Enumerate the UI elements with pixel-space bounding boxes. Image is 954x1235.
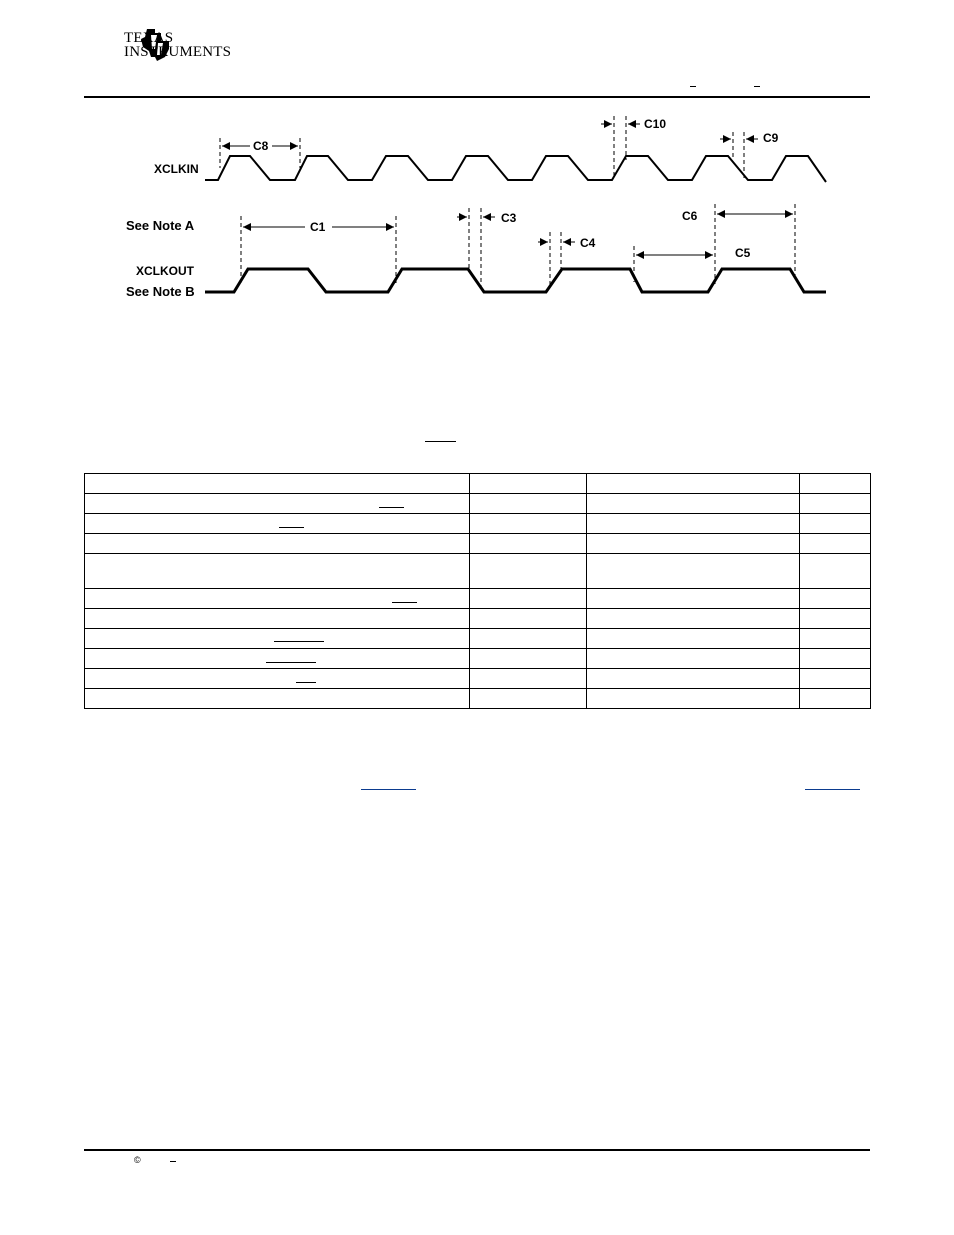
param-c10: C10 [644, 117, 667, 131]
table-row [85, 589, 871, 609]
param-c3: C3 [501, 211, 517, 225]
table-row [85, 609, 871, 629]
timing-diagram [0, 0, 954, 330]
table-row [85, 629, 871, 649]
signal-overline-mark [266, 662, 316, 663]
signal-overline-mark [392, 602, 417, 603]
logo-line-2: INSTRUMENTS [124, 44, 232, 60]
xclkin-waveform [205, 156, 826, 182]
table-row [85, 534, 871, 554]
table-row [85, 554, 871, 589]
table-row [85, 474, 871, 494]
title-overline-mark [425, 441, 456, 442]
table-row [85, 689, 871, 709]
param-c6: C6 [682, 209, 698, 223]
xclkin-label: XCLKIN [154, 162, 199, 176]
cross-reference-link[interactable] [361, 789, 416, 790]
table-row [85, 669, 871, 689]
param-c9: C9 [763, 131, 779, 145]
signal-overline-mark [274, 641, 324, 642]
note-a-label: See Note A [126, 218, 195, 233]
param-c8: C8 [253, 139, 269, 153]
param-c5: C5 [735, 246, 751, 260]
copyright-symbol: © [134, 1155, 141, 1165]
table-row [85, 494, 871, 514]
xclkout-label: XCLKOUT [136, 264, 194, 278]
reference-lines [220, 116, 795, 288]
param-c1: C1 [310, 220, 326, 234]
table-row [85, 649, 871, 669]
xclkout-waveform [205, 269, 826, 292]
signal-overline-mark [379, 507, 404, 508]
footer-rule [84, 1149, 870, 1151]
table-row [85, 514, 871, 534]
footer-mark [170, 1161, 176, 1162]
note-b-label: See Note B [126, 284, 195, 299]
logo-line-1: TEXAS [124, 30, 174, 46]
param-c4: C4 [580, 236, 596, 250]
cross-reference-link[interactable] [805, 789, 860, 790]
signal-overline-mark [279, 527, 304, 528]
signal-overline-mark [296, 682, 316, 683]
timing-table [84, 473, 871, 709]
measurement-arrows [222, 124, 793, 255]
